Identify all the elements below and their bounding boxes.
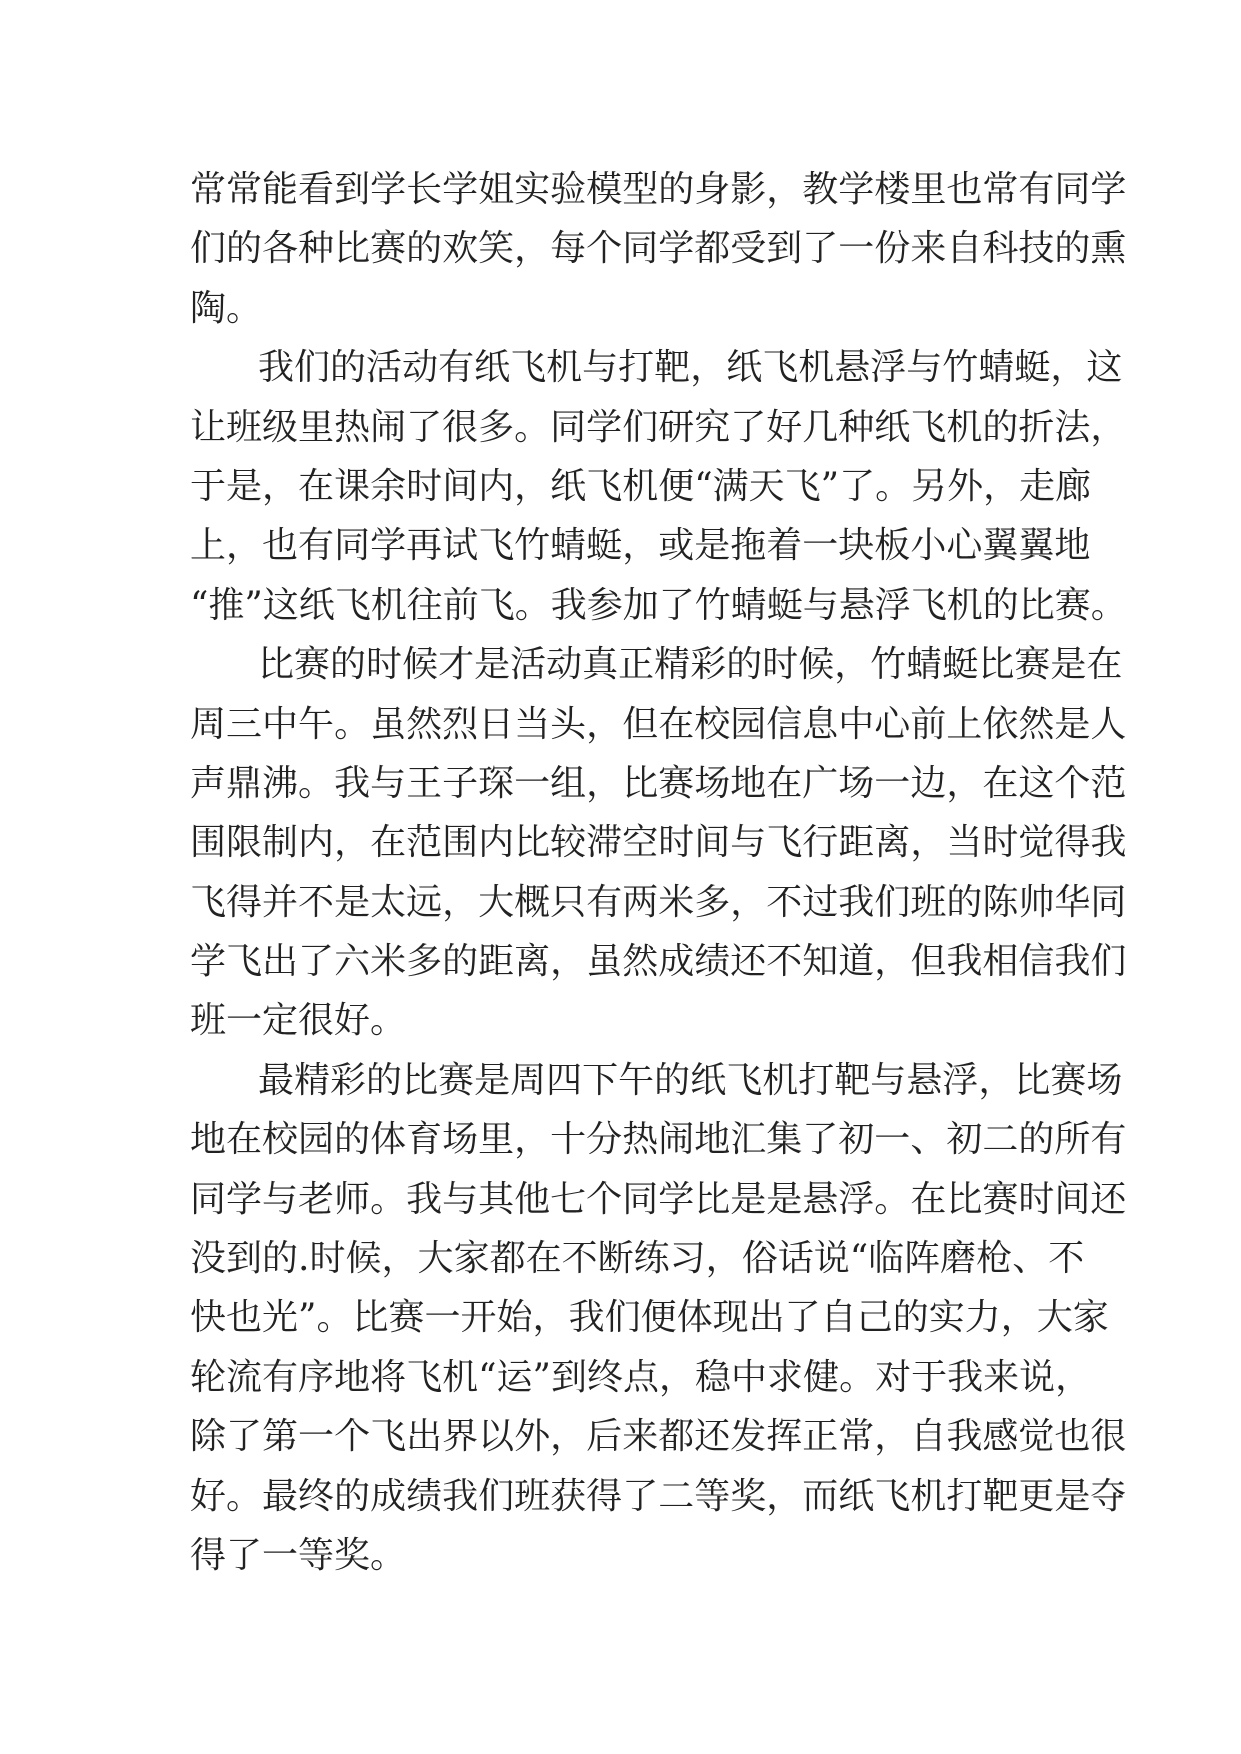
text-line: 轮 流 有 序 地 将 飞 机 “ 运 ” 到 终 点 ， 稳 中 求 健 。 对 于 我 来 说 ， bbox=[190, 1356, 1092, 1398]
text-line: 们 的 各 种 比 赛 的 欢 笑 ， 每 个 同 学 都 受 到 了 一 份 来 自 科 技 的 熏 bbox=[190, 228, 1127, 270]
text-line: 周 三 中 午 。 虽 然 烈 日 当 头 ， 但 在 校 园 信 息 中 心 前 上 依 然 是 人 bbox=[190, 703, 1127, 745]
text-line: “推”这纸飞机往前飞。我参加了竹蜻蜓与悬浮飞机的比赛。 bbox=[190, 584, 1127, 626]
text-line: 让 班 级 里 热 闹 了 很 多 。 同 学 们 研 究 了 好 几 种 纸 飞 机 的 折 法 ， bbox=[190, 406, 1127, 448]
text-line: 比 赛 的 时 候 才 是 活 动 真 正 精 彩 的 时 候 ， 竹 蜻 蜓 比 赛 是 在 bbox=[258, 644, 1123, 686]
text-line: 常 常 能 看 到 学 长 学 姐 实 验 模 型 的 身 影 ， 教 学 楼 里 也 常 有 同 学 bbox=[190, 169, 1127, 210]
text-line: 最 精 彩 的 比 赛 是 周 四 下 午 的 纸 飞 机 打 靶 与 悬 浮 ， 比 赛 场 bbox=[258, 1059, 1123, 1101]
paragraph bbox=[190, 1051, 1127, 1586]
text-line: 地 在 校 园 的 体 育 场 里 ， 十 分 热 闹 地 汇 集 了 初 一 、 初 二 的 所 有 bbox=[190, 1119, 1127, 1161]
text-line: 声 鼎 沸 。 我 与 王 子 琛 一 组 ， 比 赛 场 地 在 广 场 一 边 ， 在 这 个 范 bbox=[190, 762, 1127, 804]
document-body bbox=[190, 160, 1127, 1585]
text-line: 好 。 最 终 的 成 绩 我 们 班 获 得 了 二 等 奖 ， 而 纸 飞 机 打 靶 更 是 夺 bbox=[190, 1475, 1127, 1517]
text-line: 于 是 ， 在 课 余 时 间 内 ， 纸 飞 机 便 “ 满 天 飞 ” 了 。 另 外 ， 走 廊 bbox=[190, 465, 1092, 507]
text-line: 飞 得 并 不 是 太 远 ， 大 概 只 有 两 米 多 ， 不 过 我 们 班 的 陈 帅 华 同 bbox=[190, 881, 1127, 923]
text-line: 陶。 bbox=[190, 287, 263, 329]
paragraph bbox=[190, 160, 1127, 338]
text-line: 我 们 的 活 动 有 纸 飞 机 与 打 靶 ， 纸 飞 机 悬 浮 与 竹 蜻 蜓 ， 这 bbox=[258, 347, 1123, 389]
text-line: 得了一等奖。 bbox=[190, 1534, 407, 1576]
paragraph bbox=[190, 338, 1127, 635]
text-line: 围 限 制 内 ， 在 范 围 内 比 较 滞 空 时 间 与 飞 行 距 离 ， 当 时 觉 得 我 bbox=[190, 822, 1127, 864]
text-line: 没 到 的 . 时 候 ， 大 家 都 在 不 断 练 习 ， 俗 话 说 “ 临 阵 磨 枪 、 不 bbox=[190, 1238, 1085, 1280]
text-line: 除 了 第 一 个 飞 出 界 以 外 ， 后 来 都 还 发 挥 正 常 ， 自 我 感 觉 也 很 bbox=[190, 1416, 1127, 1458]
text-line: 上 ， 也 有 同 学 再 试 飞 竹 蜻 蜓 ， 或 是 拖 着 一 块 板 小 心 翼 翼 地 bbox=[190, 525, 1091, 567]
text-line: 快 也 光 ” 。 比 赛 一 开 始 ， 我 们 便 体 现 出 了 自 己 的 实 力 ， 大 家 bbox=[190, 1297, 1109, 1339]
text-line: 班一定很好。 bbox=[190, 1000, 407, 1042]
paragraph bbox=[190, 635, 1127, 1051]
text-line: 学 飞 出 了 六 米 多 的 距 离 ， 虽 然 成 绩 还 不 知 道 ， 但 我 相 信 我 们 bbox=[190, 941, 1127, 983]
text-line: 同 学 与 老 师 。 我 与 其 他 七 个 同 学 比 是 是 悬 浮 。 在 比 赛 时 间 还 bbox=[190, 1178, 1127, 1220]
